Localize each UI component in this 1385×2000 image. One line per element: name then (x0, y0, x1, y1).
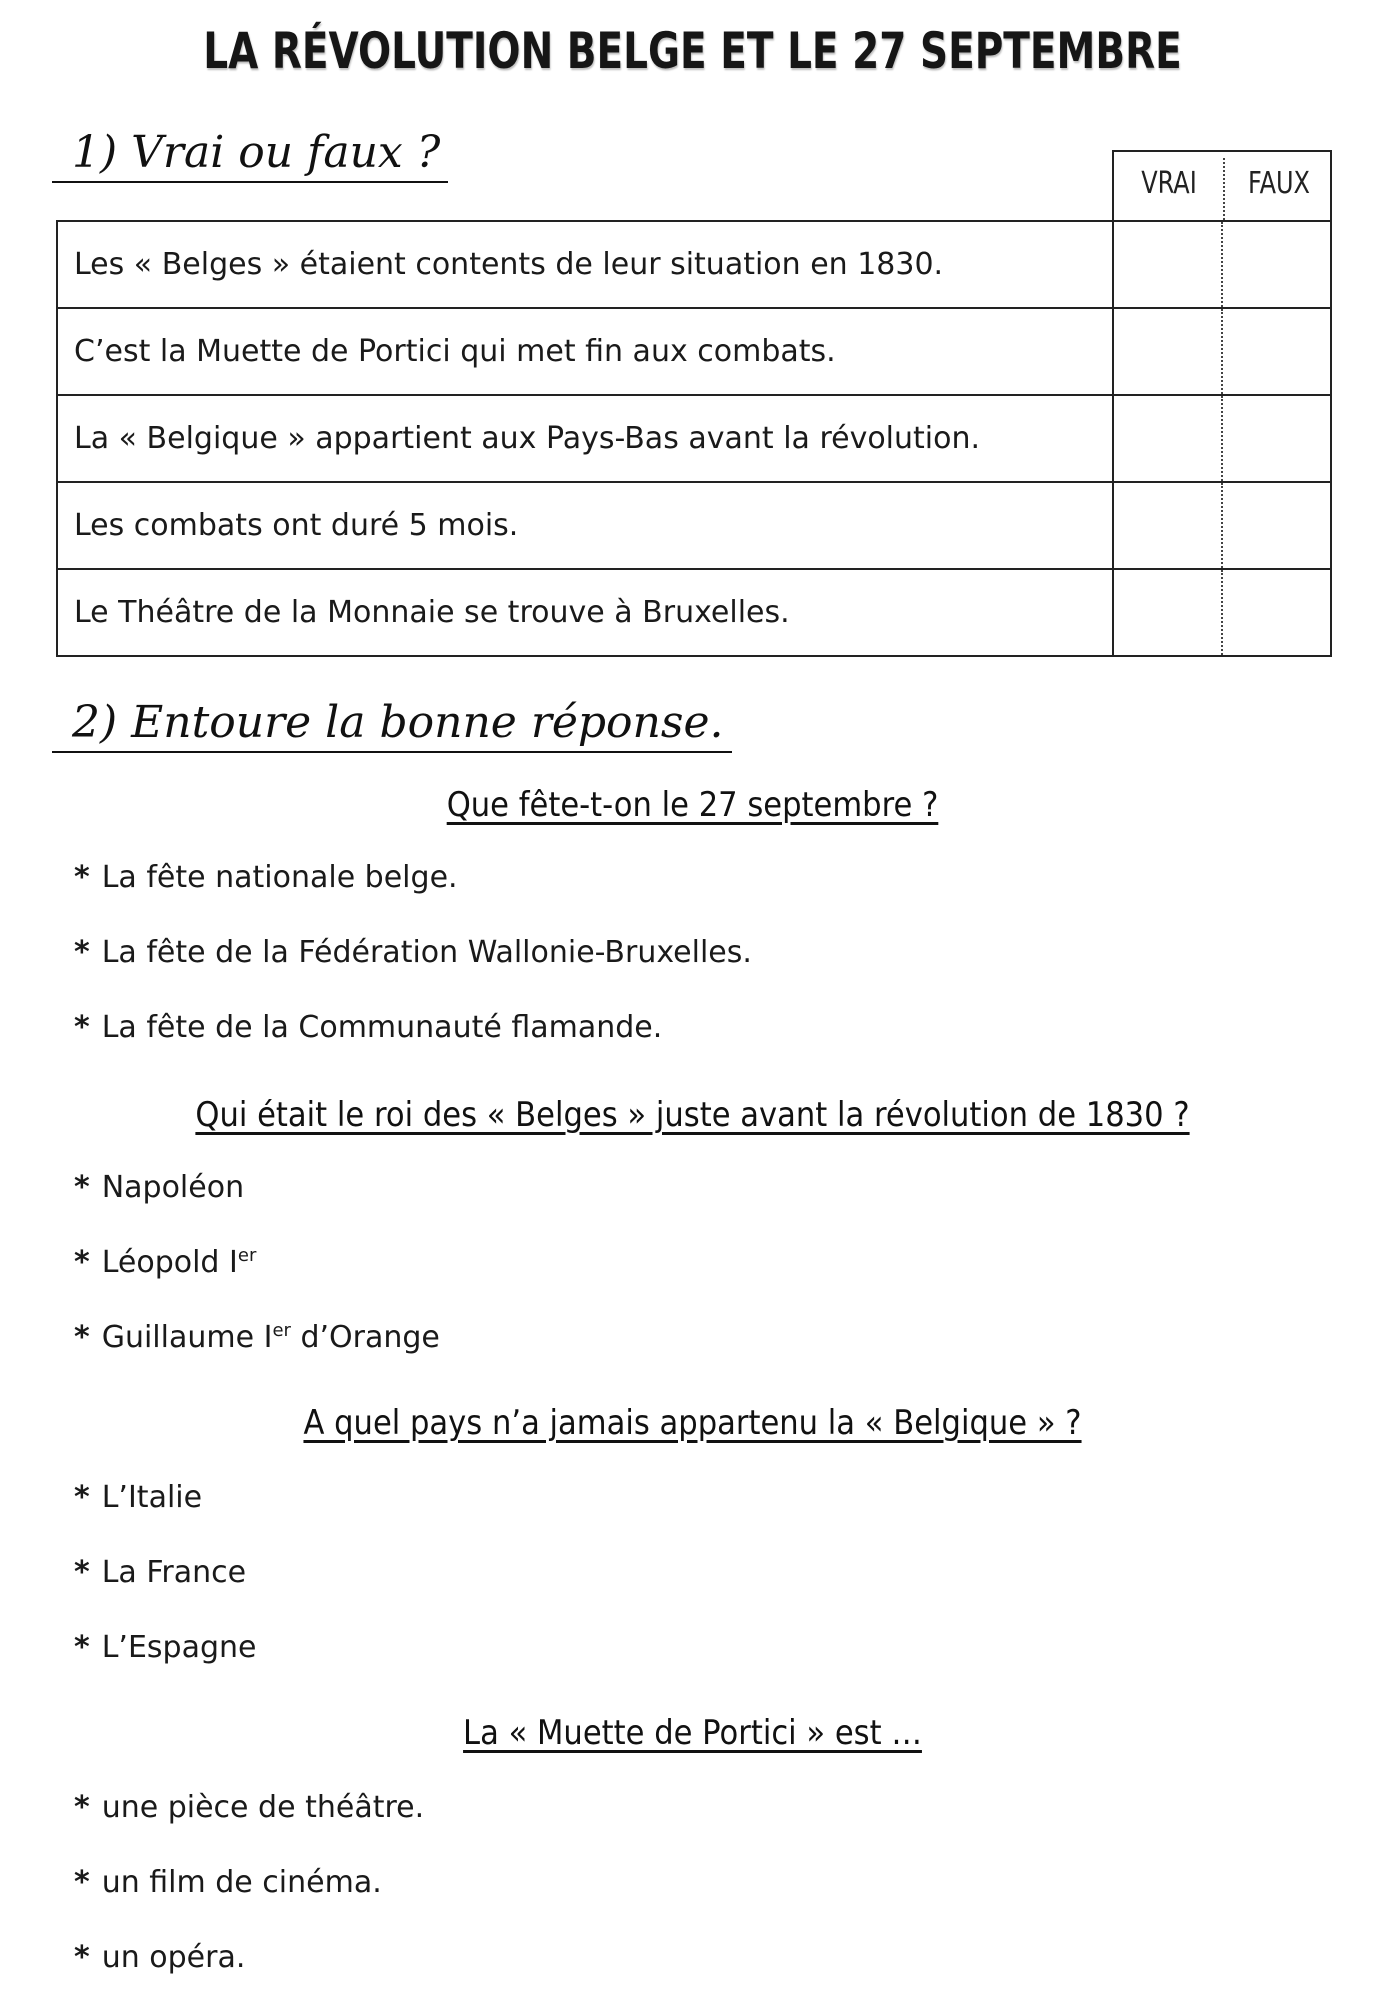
statement-text: Les combats ont duré 5 mois. (74, 508, 519, 543)
statement-text: Les « Belges » étaient contents de leur situation en 1830. (74, 247, 944, 282)
bullet-star: * (74, 1865, 90, 1900)
column-header-faux: FAUX (1247, 166, 1311, 201)
section2-heading-suffix: . (709, 697, 724, 748)
faux-checkbox-cell[interactable] (1221, 483, 1330, 568)
bullet-star: * (74, 1940, 90, 1975)
question-3: A quel pays n’a jamais appartenu la « Belgique » ? (303, 1403, 1082, 1443)
option-text: La fête de la Communauté flamande. (101, 1010, 663, 1045)
answer-option[interactable] (74, 1245, 256, 1280)
option-text: L’Espagne (101, 1630, 257, 1665)
statement-row (58, 394, 1330, 481)
option-text: un film de cinéma. (101, 1865, 382, 1900)
bullet-star: * (74, 1480, 90, 1515)
section1-heading (52, 128, 448, 183)
bullet-star: * (74, 860, 90, 895)
header-divider (1223, 158, 1225, 220)
statement-rows (56, 220, 1332, 657)
question-4: La « Muette de Portici » est … (463, 1713, 922, 1753)
question-2: Qui était le roi des « Belges » juste avant la révolution de 1830 ? (195, 1095, 1190, 1135)
option-text: L’Italie (101, 1480, 203, 1515)
worksheet-title: LA RÉVOLUTION BELGE ET LE 27 SEPTEMBRE (203, 22, 1182, 80)
bullet-star: * (74, 1790, 90, 1825)
option-text: une pièce de théâtre. (101, 1790, 425, 1825)
option-text: Léopold I (101, 1245, 238, 1280)
option-text: La fête de la Fédération Wallonie-Bruxelles. (101, 935, 752, 970)
faux-checkbox-cell[interactable] (1221, 396, 1330, 481)
true-false-header (1112, 150, 1332, 220)
answer-option[interactable] (74, 1940, 245, 1975)
option-text: Guillaume I (101, 1320, 273, 1355)
ordinal-superscript: er (237, 1245, 257, 1266)
bullet-star: * (74, 1010, 90, 1045)
answer-option[interactable] (74, 1865, 382, 1900)
statement-row (58, 307, 1330, 394)
answer-option[interactable] (74, 1630, 256, 1665)
answer-option[interactable] (74, 1010, 662, 1045)
ordinal-superscript: er (272, 1320, 291, 1341)
statement-row (58, 222, 1330, 307)
statement-text: Le Théâtre de la Monnaie se trouve à Bruxelles. (74, 595, 790, 630)
statement-row (58, 481, 1330, 568)
option-text: La France (101, 1555, 247, 1590)
vrai-checkbox-cell[interactable] (1112, 396, 1221, 481)
question-1: Que fête-t-on le 27 septembre ? (446, 785, 939, 825)
answer-option[interactable] (74, 1170, 244, 1205)
option-text: La fête nationale belge. (101, 860, 458, 895)
vrai-checkbox-cell[interactable] (1112, 222, 1221, 307)
vrai-checkbox-cell[interactable] (1112, 309, 1221, 394)
bullet-star: * (74, 1170, 90, 1205)
section2-heading (52, 698, 732, 753)
bullet-star: * (74, 1320, 90, 1355)
statement-text: C’est la Muette de Portici qui met fin aux combats. (74, 334, 836, 369)
vrai-checkbox-cell[interactable] (1112, 483, 1221, 568)
option-text: Napoléon (101, 1170, 245, 1205)
option-text-tail: d’Orange (290, 1320, 440, 1355)
bullet-star: * (74, 935, 90, 970)
faux-checkbox-cell[interactable] (1221, 309, 1330, 394)
answer-option[interactable] (74, 1555, 246, 1590)
section2-heading-text: 2) Entoure la bonne réponse (72, 697, 710, 748)
column-header-vrai: VRAI (1141, 166, 1197, 201)
bullet-star: * (74, 1630, 90, 1665)
answer-option[interactable] (74, 860, 458, 895)
answer-option[interactable] (74, 1790, 424, 1825)
option-text: un opéra. (101, 1940, 246, 1975)
bullet-star: * (74, 1245, 90, 1280)
section1-heading-text: 1) Vrai ou faux ? (72, 127, 441, 178)
statement-row (58, 568, 1330, 655)
answer-option[interactable] (74, 1320, 440, 1355)
statement-text: La « Belgique » appartient aux Pays-Bas avant la révolution. (74, 421, 981, 456)
answer-option[interactable] (74, 935, 752, 970)
bullet-star: * (74, 1555, 90, 1590)
faux-checkbox-cell[interactable] (1221, 222, 1330, 307)
vrai-checkbox-cell[interactable] (1112, 570, 1221, 655)
faux-checkbox-cell[interactable] (1221, 570, 1330, 655)
answer-option[interactable] (74, 1480, 202, 1515)
